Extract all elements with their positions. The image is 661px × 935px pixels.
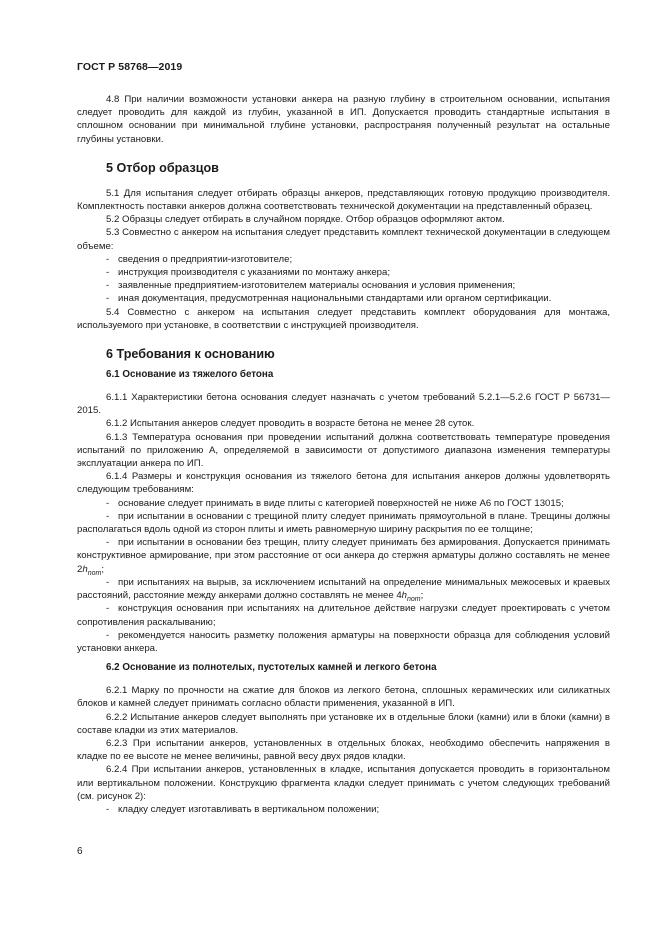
clause-5-3: 5.3 Совместно с анкером на испытания следует представить комплект технической документации в следующем объеме: (77, 227, 610, 252)
clause-6-2-4: 6.2.4 При испытании анкеров, установленных в кладке, испытания допускается проводить в горизонтальном или вертикальном положении. Конструкцию фрагмента кладки следует принимать с учетом следующих требований (см. рисунок 2): (77, 764, 610, 802)
list-item: - заявленные предприятием-изготовителем материалы основания и условия применения; (106, 280, 516, 292)
list-item: - конструкция основания при испытаниях на длительное действие нагрузки следует проектировать с учетом сопротивления раскалыванию; (77, 603, 610, 628)
list-item: - инструкция производителя с указаниями по монтажу анкера; (106, 267, 390, 279)
clause-4-8: 4.8 При наличии возможности установки анкера на разную глубину в строительном основании, испытания следует проводить для каждой из глубин, указанной в ИП. Допускается проводить стандартные испытания в сплошном основании при минимальной глубине установки, распространяя полученный результат на остальные глубины установки. (77, 94, 610, 145)
clause-6-2-2: 6.2.2 Испытание анкеров следует выполнять при установке их в отдельные блоки (камни) или в блоки (камни) в составе кладки из этих материалов. (77, 711, 610, 736)
list-item: - при испытаниях на вырыв, за исключением испытаний на определение минимальных межосевых и краевых расстояний, расстояние между анкерами должно составлять не менее $4h_{nom}$; (77, 576, 610, 603)
list-item: - кладку следует изготавливать в вертикальном положении; (106, 803, 380, 815)
clause-5-1: 5.1 Для испытания следует отбирать образцы анкеров, представляющих готовую продукцию производителя. Комплектность поставки анкеров должна соответствовать технической документации на представленный образец. (77, 187, 610, 213)
list-item: - иная документация, предусмотренная национальными стандартами или органом сертификации. (106, 293, 552, 305)
document-body (77, 93, 610, 816)
clause-5-4: 5.4 Совместно с анкером на испытания следует представить комплект оборудования для монтажа, используемого при установке, в соответствии с инструкцией производителя. (77, 306, 610, 331)
clause-6-2-3: 6.2.3 При испытании анкеров, установленных в отдельных блоках, необходимо обеспечить напряжения в кладке по ее высоте не менее величины, равной весу двух рядов кладки. (77, 737, 610, 763)
clause-6-1-1: 6.1.1 Характеристики бетона основания следует назначать с учетом требований 5.2.1—5.2.6 ГОСТ Р 56731—2015. (77, 392, 610, 417)
standard-designation: ГОСТ Р 58768—2019 (77, 61, 183, 73)
list-item: - рекомендуется наносить разметку положения арматуры на поверхности образца для соблюдения условий установки анкера. (77, 629, 610, 654)
section-5-title: 5 Отбор образцов (106, 160, 219, 175)
page-number: 6 (77, 846, 83, 857)
subsection-6-1-title: 6.1 Основание из тяжелого бетона (106, 369, 274, 381)
clause-6-1-4: 6.1.4 Размеры и конструкция основания из тяжелого бетона для испытания анкеров должны удовлетворять следующим требованиям: (77, 471, 610, 496)
clause-6-1-2: 6.1.2 Испытания анкеров следует проводить в возрасте бетона не менее 28 суток. (106, 418, 475, 430)
list-item: - сведения о предприятии-изготовителе; (106, 253, 293, 265)
clause-6-2-1: 6.2.1 Марку по прочности на сжатие для блоков из легкого бетона, сплошных керамических или силикатных блоков и камней следует принимать согласно области применения, указанной в ИП. (77, 685, 610, 710)
clause-5-2: 5.2 Образцы следует отбирать в случайном порядке. Отбор образцов оформляют актом. (106, 214, 505, 226)
section-6-title: 6 Требования к основанию (106, 347, 275, 362)
list-item: - основание следует принимать в виде плиты с категорией поверхностей не ниже А6 по ГОСТ 13015; (106, 497, 564, 509)
list-item: - при испытании в основании без трещин, плиту следует принимать без армирования. Допускается принимать конструктивное армирование, при этом расстояние от оси анкера до стержня арматуры должно составлять не менее $2h_{nom}$; (77, 537, 610, 577)
list-item: - при испытании в основании с трещиной плиту следует принимать прямоугольной в плане. Трещины должны располагаться вдоль одной из сторон плиты и иметь равномерную ширину раскрытия по ее толщине; (77, 510, 610, 536)
clause-6-1-3: 6.1.3 Температура основания при проведении испытаний должна соответствовать температуре проведения испытаний по приложению А, определяемой в зависимости от допустимого диапазона изменения температуры эксплуатации анкера по ИП. (77, 431, 610, 470)
subsection-6-2-title: 6.2 Основание из полнотелых, пустотелых камней и легкого бетона (106, 662, 437, 674)
